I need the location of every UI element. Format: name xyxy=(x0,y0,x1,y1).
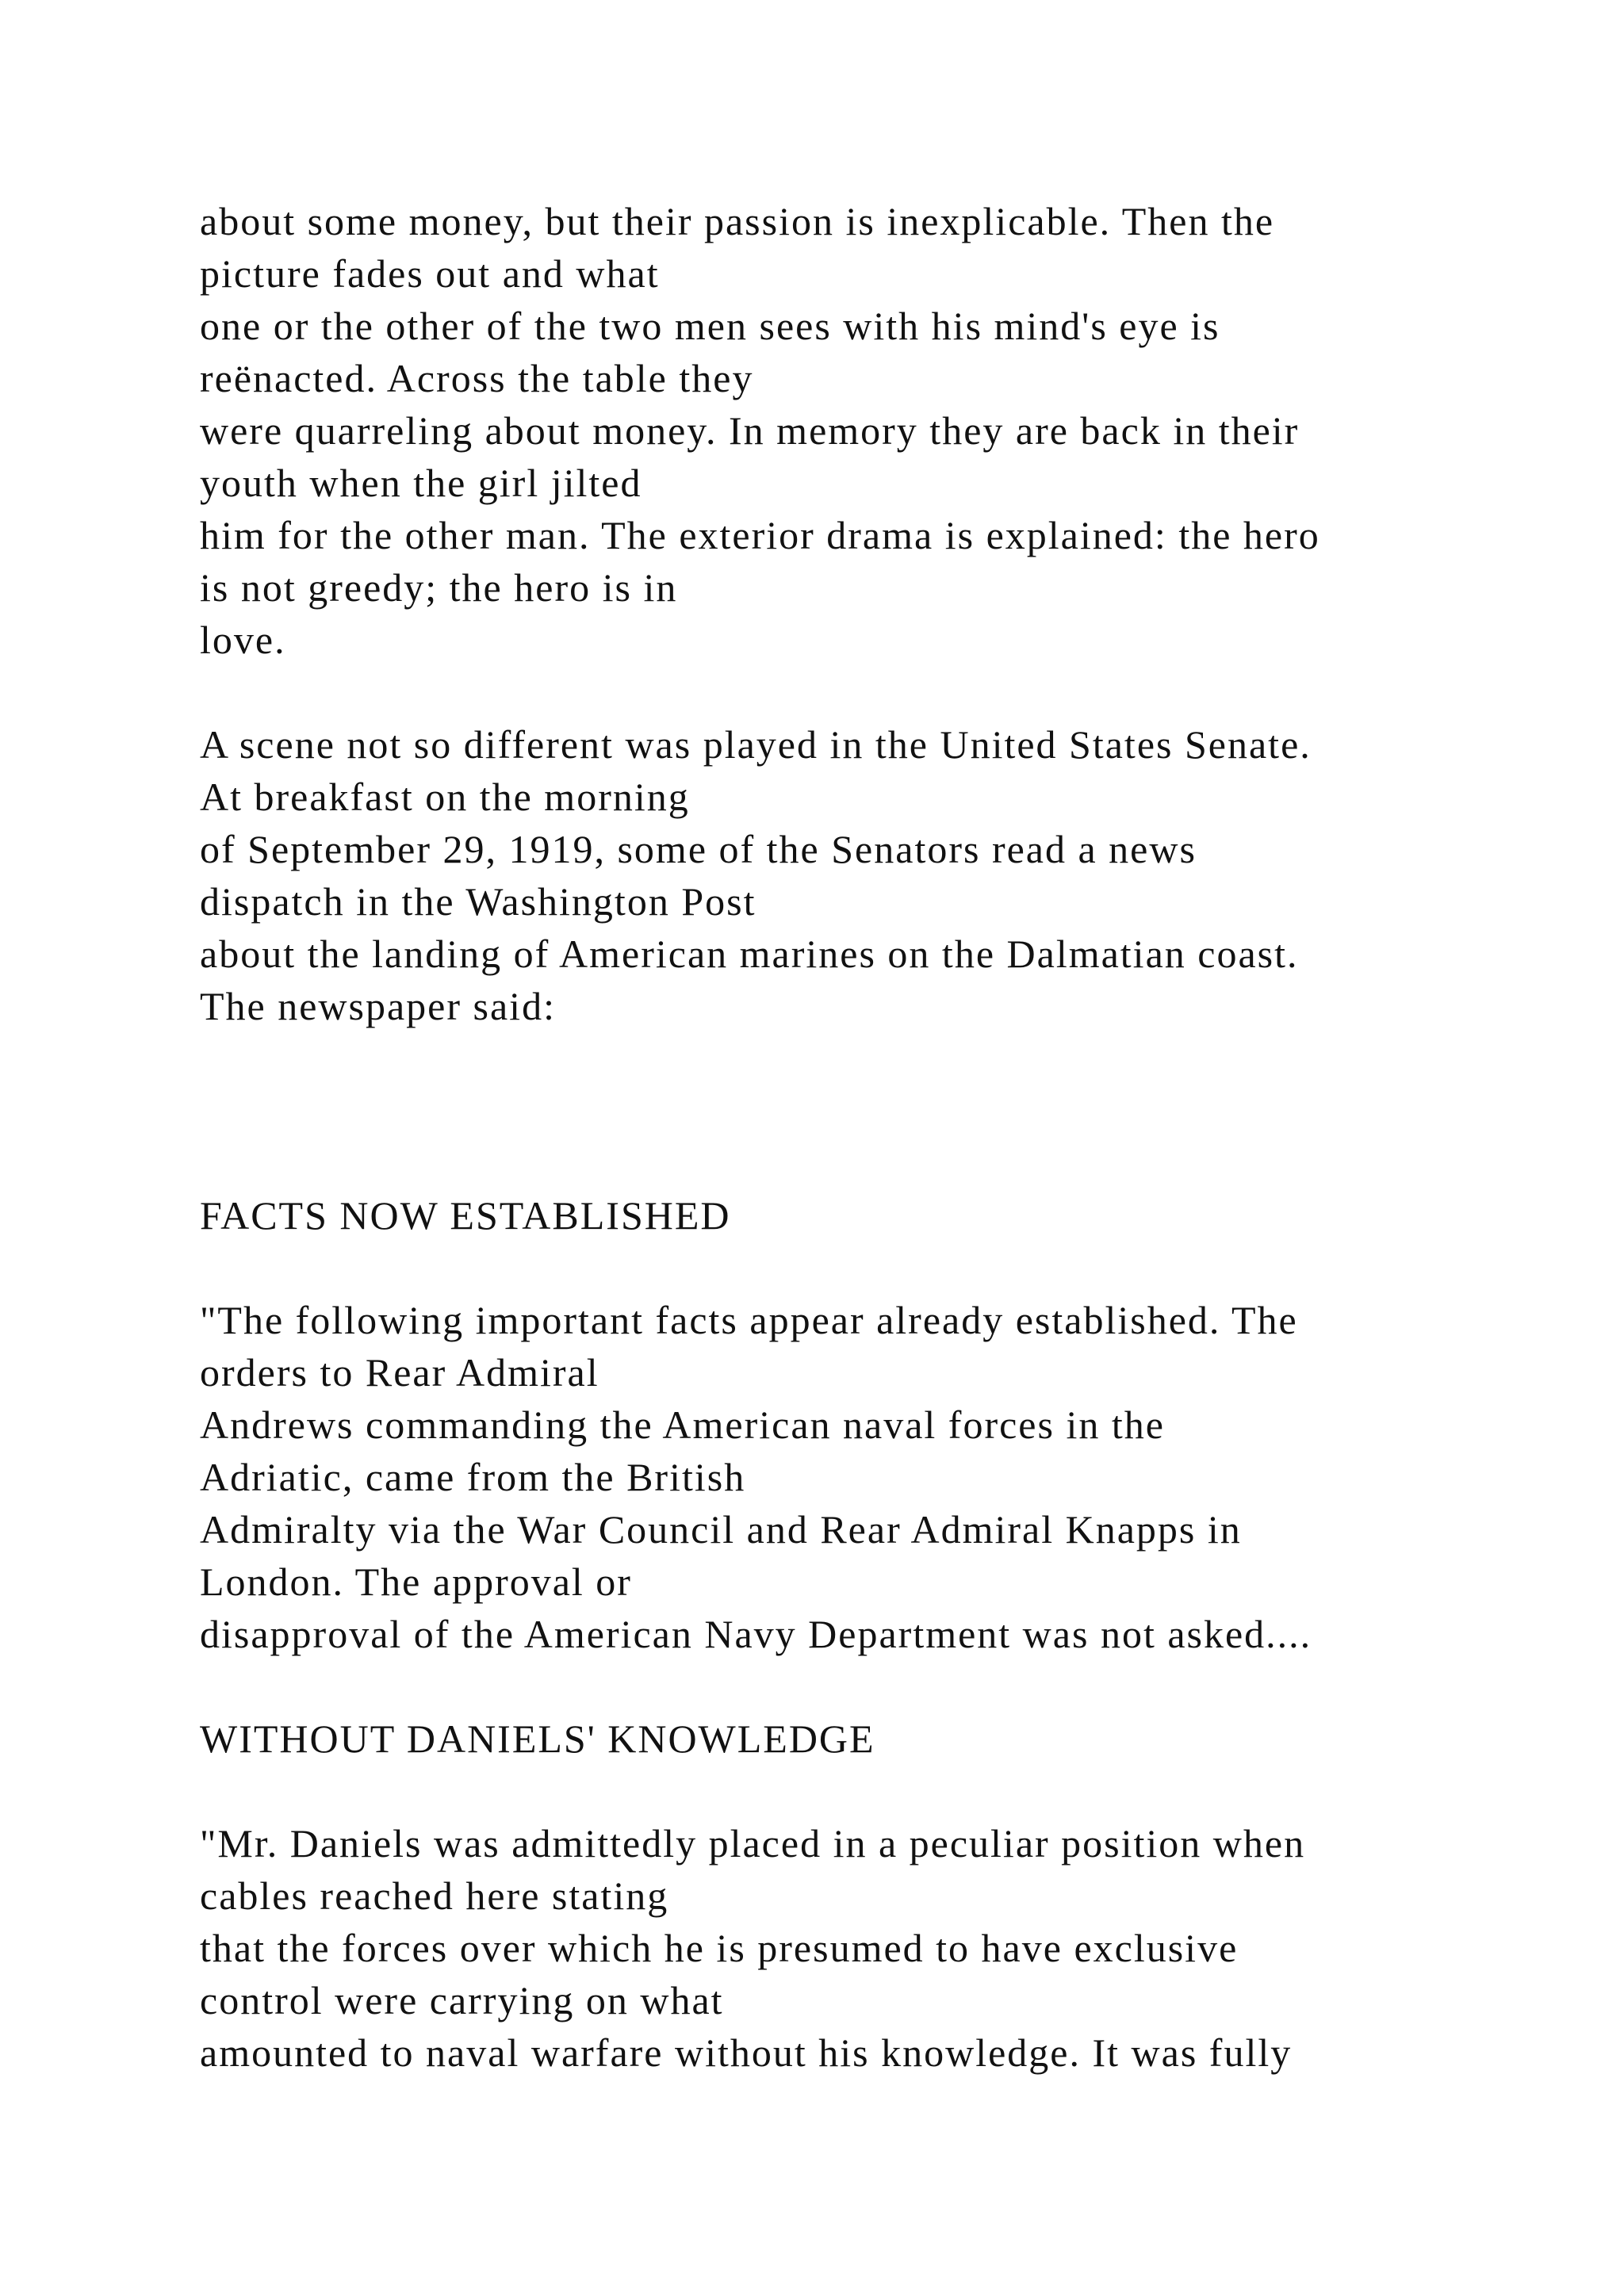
text-line: were quarreling about money. In memory they are back in their xyxy=(200,408,1300,453)
text-line: reënacted. Across the table they xyxy=(200,356,754,400)
text-line: love. xyxy=(200,618,286,662)
section-heading: WITHOUT DANIELS' KNOWLEDGE xyxy=(200,1716,875,1761)
text-line: youth when the girl jilted xyxy=(200,461,642,505)
blank-line xyxy=(200,1660,1611,1712)
text-line: amounted to naval warfare without his knowledge. It was fully xyxy=(200,2030,1293,2075)
blank-line xyxy=(200,1085,1611,1137)
text-line: control were carrying on what xyxy=(200,1978,724,2022)
blank-line xyxy=(200,1242,1611,1294)
section-heading: FACTS NOW ESTABLISHED xyxy=(200,1193,731,1238)
text-line: one or the other of the two men sees with his mind's eye is xyxy=(200,304,1220,348)
text-line: about some money, but their passion is inexplicable. Then the xyxy=(200,199,1275,243)
text-line: orders to Rear Admiral xyxy=(200,1350,599,1395)
text-line: picture fades out and what xyxy=(200,251,660,296)
text-line: Admiralty via the War Council and Rear Admiral Knapps in xyxy=(200,1507,1242,1552)
text-line: The newspaper said: xyxy=(200,984,556,1028)
text-line: about the landing of American marines on the Dalmatian coast. xyxy=(200,932,1299,976)
text-line: At breakfast on the morning xyxy=(200,775,690,819)
text-line: Adriatic, came from the British xyxy=(200,1455,746,1499)
blank-line xyxy=(200,666,1611,718)
text-line: is not greedy; the hero is in xyxy=(200,565,678,610)
blank-line xyxy=(200,1032,1611,1085)
text-line: of September 29, 1919, some of the Senators read a news xyxy=(200,827,1197,871)
text-line: "The following important facts appear already established. The xyxy=(200,1298,1298,1342)
text-line: A scene not so different was played in the United States Senate. xyxy=(200,722,1312,767)
blank-line xyxy=(200,1137,1611,1189)
text-line: disapproval of the American Navy Department was not asked.... xyxy=(200,1612,1312,1656)
text-line: "Mr. Daniels was admittedly placed in a peculiar position when xyxy=(200,1821,1306,1866)
text-line: that the forces over which he is presumed to have exclusive xyxy=(200,1926,1239,1970)
text-line: London. The approval or xyxy=(200,1559,632,1604)
text-line: cables reached here stating xyxy=(200,1873,669,1918)
text-line: him for the other man. The exterior drama is explained: the hero xyxy=(200,513,1320,557)
blank-line xyxy=(200,1765,1611,1817)
text-line: dispatch in the Washington Post xyxy=(200,879,756,924)
document-text xyxy=(200,195,1611,2079)
text-line: Andrews commanding the American naval forces in the xyxy=(200,1402,1165,1447)
